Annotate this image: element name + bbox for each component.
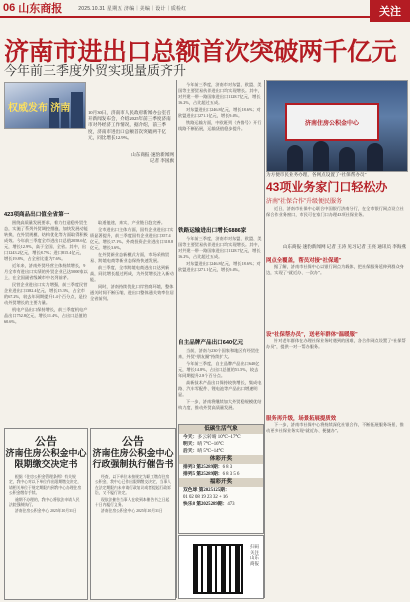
article-column-1 [4, 220, 88, 420]
lottery-header: 体彩开奖 [179, 455, 263, 464]
notice-box-1 [4, 428, 88, 600]
article-subtitle-3: 自主品牌产品出口640亿元 [178, 340, 244, 346]
sidebar-body-1 [266, 264, 406, 324]
photo-caption: 为方便市民业务办理，各网点设置了“社保帮办员” [266, 172, 367, 177]
notice-box-2 [90, 428, 176, 600]
photo-caption-line2: 济南 [50, 103, 71, 114]
column-divider [176, 80, 177, 598]
paragraph: 今年前三季度，济南市对东盟、欧盟、美国等主要贸易伙伴进出口均实现增长。其中，对共建一带一路国家进出口1128.7亿元，增长16.2%，占比超过五成。 [178, 82, 262, 105]
paragraph: 据了解，济南市社保中心以银行网点为载体，把社保服务延伸到群众身边，实现了“就近办、一次办”。 [266, 264, 404, 275]
paragraph: 对东盟进出口246.8亿元，增长18.6%；对欧盟进出口271.1亿元，增长9.4%。 [178, 261, 261, 272]
focus-tag: 关注 [370, 0, 410, 22]
notice-title: 公告 [122, 435, 144, 448]
weather-row: 后天：晴 5℃~14℃ [183, 449, 224, 454]
welfare-lottery-row: 01 02 08 19 23 32 + 16 [183, 495, 228, 500]
qr-code-box [178, 535, 264, 599]
byline-reporter: 记者 李国旗 [149, 158, 174, 163]
press-conference-photo [4, 82, 86, 129]
sidebar-subtitle-3: 服务再升级，场景拓展提质效 [266, 416, 337, 422]
sidebar-headline: 43项业务家门口轻松办 [266, 180, 388, 194]
paragraph: 高新技术产品出口保持较快增长，集成电路、汽车零配件、锂电池等产品出口增速明显。 [178, 380, 262, 397]
notice-subtitle: 济南住房公积金中心 限期缴交决定书 [5, 449, 87, 470]
sidebar-lead [266, 206, 406, 242]
paragraph: 针对老年群体在办理社保业务时遇到的困难，各合作网点设置了“社保帮办员”，提供一对一帮办服务。 [266, 338, 406, 349]
sidebar-body-3 [266, 422, 406, 598]
paragraph: 经查，以下单位未按规定为职工缴存住房公积金，我中心已作出限期缴交决定，当事人在法定期限内未申请行政复议或者提起行政诉讼，又不履行决定。 [95, 475, 171, 496]
paragraph: 济南住房公积金中心 2025年10月31日 [15, 509, 77, 514]
weather-row: 今天：多云转晴 10℃~17℃ [183, 435, 241, 440]
sidebar-deck: 济南“社保合作”升级便民服务 [266, 199, 342, 205]
paragraph: 机电产品出口保持增长，前三季度机电产品出口752.8亿元，增长11.4%，占出口总值的60.6%。 [4, 307, 88, 324]
notice-title: 公告 [35, 435, 57, 448]
notice-subtitle: 济南住房公积金中心 行政强制执行催告书 [92, 449, 174, 470]
weather-row: 明天：晴 7℃~16℃ [183, 442, 224, 447]
masthead-bar [0, 0, 410, 18]
paragraph: 逾期不办理的，我中心将依法申请人民法院强制执行。 [9, 497, 80, 508]
page-number: 06 [3, 2, 16, 14]
paragraph: 当前，济南与230个国家和地区有经贸往来，外贸“朋友圈”持续扩大。 [178, 348, 260, 359]
welfare-lottery-row: 双色球 第2025125期： [183, 488, 230, 493]
social-security-photo [266, 80, 408, 172]
paragraph: 今年前三季度，济南市对东盟、欧盟、美国等主要贸易伙伴进出口均实现增长。其中，对共建一带一路国家进出口1128.7亿元，增长16.2%，占比超过五成。 [178, 236, 262, 259]
issue-meta: 2025.10.31 星期五 济编｜美编｜设计｜质检红 [78, 5, 187, 12]
paragraph: 现依法催告当事人在收到本催告书之日起十日内履行义务。 [95, 497, 170, 508]
paragraph: 在外贸新业态新模式方面，市场采购贸易、跨境电商等新业态保持快速发展。 [90, 252, 170, 263]
weather-lottery-box [178, 424, 264, 534]
paragraph: 前三季度，全市跨境电商进出口达到新高，同比增长超过两成，为外贸增长注入新动能。 [90, 265, 174, 282]
photo-caption-line1: 权威发布 [8, 103, 48, 114]
paragraph: 下一步，济南将继续加大外贸稳规模优结构力度，推动外贸高质量发展。 [178, 399, 262, 410]
article-subtitle-2: 铁路运输进出口增长6886家 [178, 228, 247, 234]
person-figure [339, 147, 355, 171]
paragraph: 全市进出口主体方面，国有企业进出口实绩显著提升，前三季度国有企业进出口357.4亿元，增长17.1%。外商投资企业进出口318.8亿元，增长3.6%。 [90, 227, 174, 250]
section-name: 山东商报 [18, 3, 63, 15]
paragraph: 近年来，济南外贸经营主体持续增长，9月全市有进出口实绩的外贸企业已达5000家以上，在全国副省级城市中名列前茅。 [4, 263, 88, 280]
column-divider [264, 80, 265, 598]
article-column-2 [90, 220, 174, 420]
byline-outlet: 山东商报·速豹新闻网 [131, 152, 174, 157]
lottery-row: 排列3 第25289期：6 8 3 [183, 465, 233, 470]
sidebar-body-2 [266, 338, 406, 408]
article-byline [88, 152, 174, 164]
welfare-lottery-row: 快乐8 第2025289期：473 [183, 502, 235, 507]
sidebar-subtitle-1: 网点全覆盖，帮员对接“社保通” [266, 258, 342, 264]
person-figure [313, 141, 329, 171]
paragraph: 围绕高质量发展要求，着力打造稳外贸生态，实施了系列外贸调控措施，加快发展动能转换，在外贸规模、结构优化等方面取得积极成效。今年前三季度全市进出口总值2058.6亿元，增长12.9%，高于全国、全省。其中，出口1243.2亿元，增长8.7%；进口815.4亿元，增长19.8%，占全省比重为7.6%。 [4, 220, 88, 261]
paragraph: 取道他途，来实，产业链日趋完善。 [98, 220, 166, 225]
paragraph: 济南住房公积金中心 2025年10月31日 [101, 509, 163, 514]
main-subhead: 今年前三季度外贸实现量质齐升 [4, 63, 187, 78]
building-shape [71, 92, 83, 128]
paragraph: 下一步，济南市社保中心将持续深化社银合作，不断拓展服务场景，推动更多社保业务实现“就近办、便捷办”。 [266, 422, 404, 433]
paragraph: 同时，济南持续优化口岸营商环境，整体通关时间不断压缩，进出口整体通关效率位居全省前列。 [90, 284, 174, 301]
article-subtitle-1: 423项商品出口值全省第一 [4, 212, 70, 218]
article-column-3 [178, 82, 262, 222]
qr-label: 扫码关注山东商报 [250, 544, 259, 566]
lottery-row: 排列5 第25289期：6 8 3 5 6 [183, 472, 240, 477]
photo-caption [8, 99, 70, 114]
qr-code [193, 544, 243, 594]
weather-header: 低碳生活气象 [179, 425, 263, 434]
article-column-4 [178, 348, 262, 420]
sidebar-byline: 山东商报·速豹新闻网 记者 王涛 见习记者 王亮 通讯员 李海燕 [282, 244, 406, 249]
paragraph: 近日，济南市社保中心联合中国银行济南分行，在全市银行网点设立社保合作业务窗口，市民可在家门口办理43项社保业务。 [266, 206, 404, 217]
notice-body [9, 475, 83, 515]
paragraph: 铁路运输方面，中欧班列（齐鲁号）开行线路不断拓展，运输货值稳步提升。 [178, 120, 262, 131]
paragraph: 民营企业进出口实力增强，前三季度民营企业进出口1382.4亿元，增长15.3%，占全市的67.2%，较去年同期提升1.4个百分点，是拉动外贸增长的主要力量。 [4, 282, 88, 305]
notice-body [95, 475, 171, 515]
sidebar-subtitle-2: 设“社保帮办员”，送老年群体“温暖服” [266, 332, 358, 338]
person-figure [287, 145, 303, 171]
person-figure [367, 143, 383, 171]
paragraph: 对东盟进出口246.8亿元，增长18.6%；对欧盟进出口271.1亿元，增长9.4%。 [178, 107, 261, 118]
article-lead: 10月30日，济南市人民政府新闻办公室召开新闻发布会，介绍2025年前三季度济南市对外经济工作情况，据介绍，前三季度，济南市进出口总额首次突破两千亿元，同比增长12.9%。 [88, 110, 171, 140]
office-sign: 济南住房公积金中心 [285, 103, 379, 141]
welfare-lottery-header: 福彩开奖 [179, 478, 263, 487]
article-column-3b [178, 236, 262, 336]
paragraph: 根据《住房公积金管理条例》有关规定，我中心对以下单位作出限期缴交决定，请相关单位于规定期限内到我中心办理住房公积金缴存手续。 [9, 475, 82, 496]
paragraph: 今年前三季度，自主品牌产品出口640亿元，增长14.8%，占出口总值的51.5%，较去年同期提升2.8个百分点。 [178, 361, 260, 378]
main-headline: 济南市进出口总额首次突破两千亿元 [4, 37, 397, 66]
